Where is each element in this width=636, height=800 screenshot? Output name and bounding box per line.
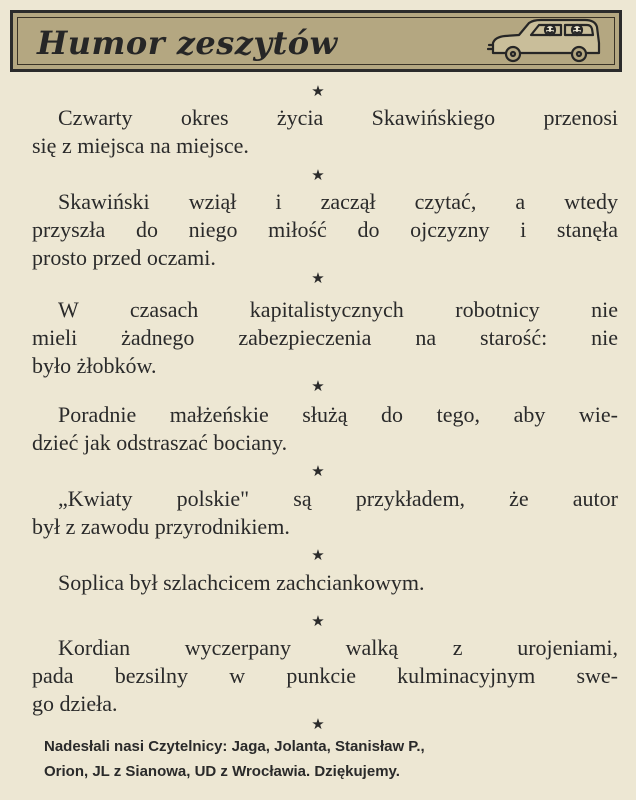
paragraph-line: się z miejsca na miejsce.: [32, 133, 249, 158]
paragraph-line: W czasach kapitalistycznych robotnicy nie: [58, 297, 618, 322]
paragraph-1: [32, 104, 618, 160]
paragraph-line: mieli żadnego zabezpieczenia na starość: nie: [32, 325, 618, 350]
paragraph-6: [32, 569, 618, 597]
paragraph-line: Poradnie małżeńskie służą do tego, aby wie-: [58, 402, 618, 427]
paragraph-4: [32, 401, 618, 457]
paragraph-line: go dzieła.: [32, 691, 118, 716]
column-title: Humor zeszytów: [37, 24, 338, 62]
paragraph-line: prosto przed oczami.: [32, 245, 216, 270]
star-separator: ★: [311, 546, 325, 564]
paragraph-line: pada bezsilny w punkcie kulminacyjnym swe-: [32, 663, 618, 688]
star-separator: ★: [311, 377, 325, 395]
paragraph-line: Soplica był szlachcicem zachciankowym.: [58, 570, 425, 595]
paragraph-5: [32, 485, 618, 541]
paragraph-line: „Kwiaty polskie" są przykładem, że autor: [58, 486, 618, 511]
paragraph-line: przyszła do niego miłość do ojczyzny i stanęła: [32, 217, 618, 242]
star-separator: ★: [311, 462, 325, 480]
paragraph-line: był z zawodu przyrodnikiem.: [32, 514, 290, 539]
star-separator: ★: [311, 82, 325, 100]
paragraph-7: [32, 634, 618, 718]
paragraph-line: było żłobków.: [32, 353, 157, 378]
star-separator: ★: [311, 612, 325, 630]
car-with-faces-icon: [487, 17, 605, 63]
footer-line: Nadesłali nasi Czytelnicy: Jaga, Jolanta, Stanisław P.,: [44, 738, 425, 755]
star-separator: ★: [311, 715, 325, 733]
paragraph-3: [32, 296, 618, 380]
paragraph-line: Kordian wyczerpany walką z urojeniami,: [58, 635, 618, 660]
footer-line: Orion, JL z Sianowa, UD z Wrocławia. Dziękujemy.: [44, 763, 400, 780]
column-header: [10, 10, 622, 72]
star-separator: ★: [311, 166, 325, 184]
paragraph-line: Skawiński wziął i zaczął czytać, a wtedy: [58, 189, 618, 214]
contributors-footer: [44, 734, 616, 784]
paragraph-2: [32, 188, 618, 272]
paragraph-line: Czwarty okres życia Skawińskiego przenosi: [58, 105, 618, 130]
paragraph-line: dzieć jak odstraszać bociany.: [32, 430, 288, 455]
star-separator: ★: [311, 269, 325, 287]
